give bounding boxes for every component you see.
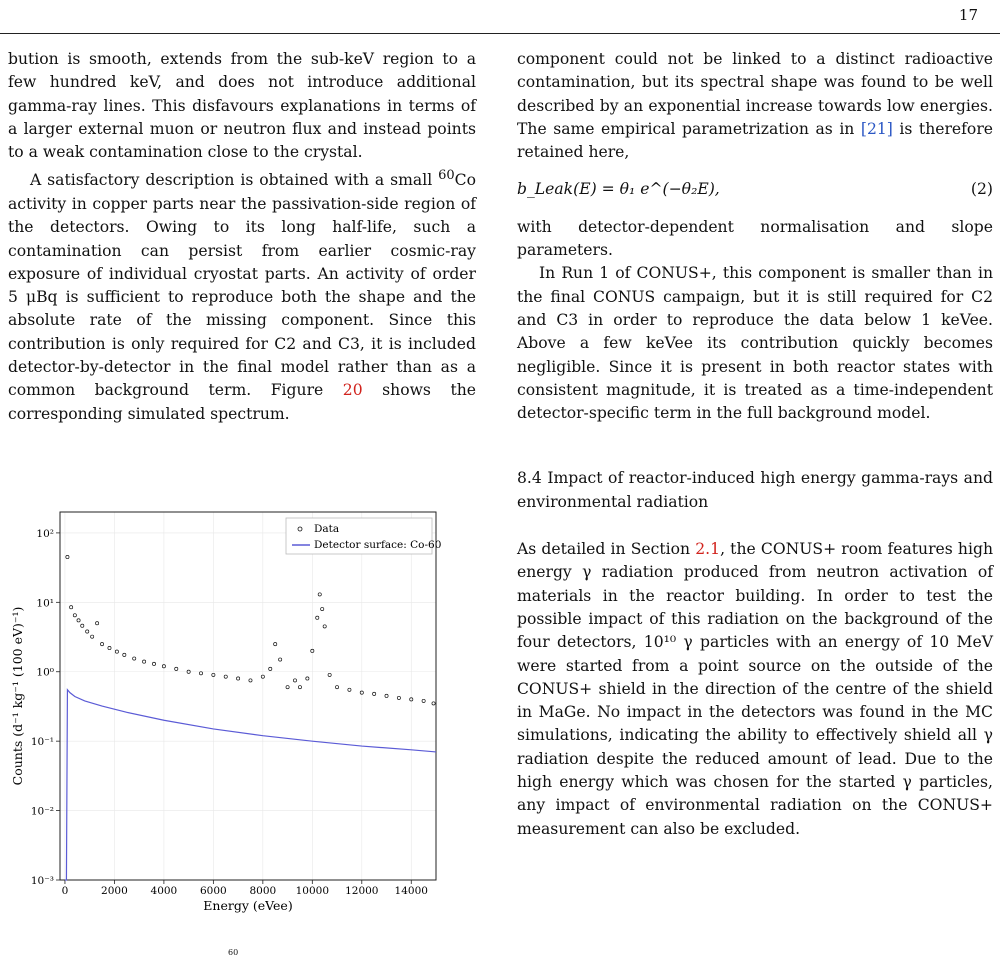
- data-point: [279, 658, 282, 661]
- x-tick-label: 6000: [200, 885, 227, 897]
- y-tick-label: 10¹: [36, 597, 54, 610]
- paragraph-text: shows the corresponding simulated spectrum.: [8, 381, 476, 423]
- data-point: [115, 650, 118, 653]
- x-tick-label: 12000: [345, 885, 379, 897]
- figure-reference-link[interactable]: 20: [342, 381, 363, 400]
- section-heading: 8.4 Impact of reactor-induced high energy gamma-rays and environmental radiation: [517, 469, 993, 511]
- data-point: [293, 679, 296, 682]
- equation-number: (2): [970, 180, 993, 199]
- plot-frame: [60, 512, 436, 880]
- paragraph: [517, 48, 993, 164]
- data-point: [274, 643, 277, 646]
- paragraph-text: , the CONUS+ room features high energy γ radiation produced from neutron activation of materials in the reactor building. In order to test the possible impact of this radiation on the background of the four detectors, 10¹⁰ γ particles with an energy of 10 MeV were started from a point source on the outside of the CONUS+ shield in the direction of the centre of the shield in MaGe. No impact in the detectors was found in the MC simulations, indicating the ability to effectively shield all γ radiation despite the reduced amount of lead. Due to the high energy which was chosen for the started γ particles, any impact of environmental radiation on the CONUS+ measurement can also be excluded.: [517, 540, 993, 838]
- data-point: [316, 616, 319, 619]
- citation-link[interactable]: [21]: [860, 119, 893, 138]
- data-point: [152, 662, 155, 665]
- data-point: [96, 622, 99, 625]
- data-point: [318, 593, 321, 596]
- data-point: [286, 686, 289, 689]
- paragraph-text: Co activity in copper parts near the passivation-side region of the detectors. Owing to its long half-life, such a contamination can persist from earlier cosmic-ray exposure of individual cryostat parts. An activity of order 5 μBq is sufficient to reproduce both the shape and the absolute rate of the missing component. Since this contribution is only required for C2 and C3, it is included detector-by-detector in the final model rather than as a common background term. Figure: [8, 171, 476, 400]
- y-tick-label: 10²: [36, 527, 54, 540]
- paragraph-co60: [8, 164, 476, 425]
- right-column: [517, 48, 993, 841]
- data-point: [397, 696, 400, 699]
- header-rule: [0, 33, 1000, 34]
- data-point: [100, 643, 103, 646]
- data-point: [66, 555, 69, 558]
- data-point: [91, 635, 94, 638]
- x-axis-label: Energy (eVee): [203, 898, 293, 913]
- y-tick-label: 10⁻³: [30, 875, 54, 887]
- data-point: [70, 606, 73, 609]
- data-point: [73, 614, 76, 617]
- spectrum-chart: [8, 500, 448, 930]
- data-point: [298, 686, 301, 689]
- y-tick-label: 10⁻¹: [30, 736, 54, 749]
- section-reference-link[interactable]: 2.1: [695, 540, 721, 559]
- data-point: [348, 688, 351, 691]
- y-tick-label: 10⁻²: [30, 805, 54, 818]
- co60-simulation-line: [65, 690, 436, 880]
- paragraph: with detector-dependent normalisation and slope parameters.: [517, 217, 993, 260]
- data-point: [81, 624, 84, 627]
- figure: [8, 500, 448, 930]
- data-point: [143, 660, 146, 663]
- isotope-mass-number: 60: [438, 168, 455, 184]
- y-axis-label: Counts (d⁻¹ kg⁻¹ (100 eV)⁻¹): [10, 606, 25, 786]
- legend-data-label: Data: [314, 523, 340, 535]
- data-point: [199, 672, 202, 675]
- data-point: [373, 692, 376, 695]
- data-point: [328, 673, 331, 676]
- paragraph: bution is smooth, extends from the sub-keV region to a few hundred keV, and does not introduce additional gamma-ray lines. This disfavours explanations in terms of a larger external muon or neutron flux and instead points to a weak contamination close to the crystal.: [8, 50, 476, 162]
- x-tick-label: 8000: [249, 885, 277, 897]
- data-point: [175, 667, 178, 670]
- data-point: [335, 686, 338, 689]
- paragraph-text: component could not be linked to a distinct radioactive contamination, but its spectral shape was found to be well described by an exponential increase towards low energies. The same empirical parametrization as in: [517, 50, 993, 138]
- data-point: [269, 667, 272, 670]
- data-point: [86, 630, 89, 633]
- x-tick-label: 14000: [394, 885, 428, 897]
- paragraph-text: is therefore retained here,: [517, 119, 993, 162]
- data-point: [323, 625, 326, 628]
- data-point: [133, 657, 136, 660]
- data-point: [249, 679, 252, 682]
- x-tick-label: 4000: [150, 885, 178, 897]
- equation-body: b_Leak(E) = θ₁ e^(−θ₂E),: [517, 180, 720, 199]
- data-point: [224, 675, 227, 678]
- data-point: [108, 646, 111, 649]
- data-point: [321, 607, 324, 610]
- x-tick-label: 10000: [295, 885, 330, 897]
- data-point: [422, 699, 425, 702]
- paragraph-text: As detailed in Section: [517, 540, 696, 559]
- data-point: [385, 694, 388, 697]
- x-tick-label: 0: [61, 885, 69, 897]
- data-point: [77, 619, 80, 622]
- data-point: [123, 653, 126, 656]
- paragraph: In Run 1 of CONUS+, this component is smaller than in the final CONUS campaign, but it is still required for C2 and C3 in order to reproduce the data below 1 keVee. Above a few keVee its contribution quickly becomes negligible. Since it is present in both reactor states with consistent magnitude, it is treated as a time-independent detector-specific term in the full background model.: [517, 264, 993, 423]
- figure-caption-fragment: 60: [228, 948, 239, 957]
- data-point: [237, 677, 240, 680]
- legend-co60-label: Detector surface: Co-60: [314, 539, 442, 551]
- left-column: [8, 48, 476, 426]
- data-point: [306, 677, 309, 680]
- equation: [517, 178, 993, 201]
- paragraph: [517, 538, 993, 841]
- page-number: 17: [958, 6, 978, 24]
- x-tick-label: 2000: [101, 885, 128, 897]
- paragraph-text: A satisfactory description is obtained with a small: [30, 171, 439, 190]
- data-point: [432, 702, 435, 705]
- y-tick-label: 10⁰: [36, 666, 54, 679]
